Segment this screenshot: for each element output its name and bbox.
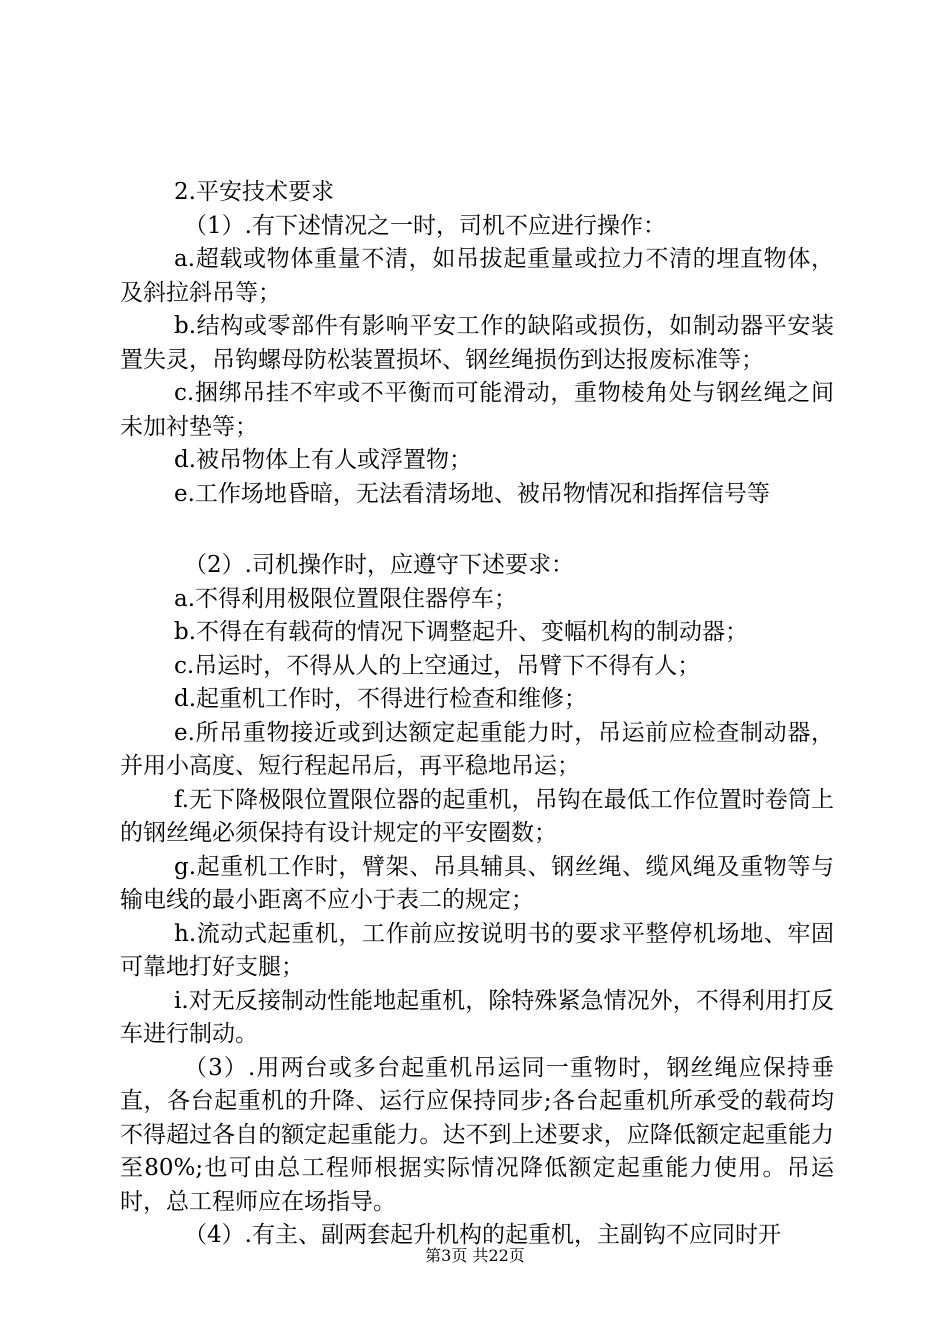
part2-item-f: f.无下降极限位置限位器的起重机，吊钩在最低工作位置时卷筒上的钢丝绳必须保持有设计规定的平安圈数； [120, 786, 834, 846]
part2-item-e: e.所吊重物接近或到达额定起重能力时，吊运前应检查制动器，并用小高度、短行程起吊后，再平稳地吊运； [120, 719, 834, 779]
part2-item-c: c.吊运时，不得从人的上空通过，吊臂下不得有人； [174, 652, 701, 679]
paragraph-gap [120, 511, 834, 549]
part2-item-i: i.对无反接制动性能地起重机，除特殊紧急情况外，不得利用打反车进行制动。 [120, 987, 834, 1047]
document-body [120, 176, 834, 1253]
part2-item-g: g.起重机工作时，臂架、吊具辅具、钢丝绳、缆风绳及重物等与输电线的最小距离不应小于表二的规定； [120, 853, 834, 913]
part4-paragraph: （4）.有主、副两套起升机构的起重机，主副钩不应同时开 [184, 1222, 781, 1248]
part1-item-e: e.工作场地昏暗，无法看清场地、被吊物情况和指挥信号等 [174, 480, 770, 507]
part2-item-a: a.不得利用极限位置限住器停车； [174, 585, 518, 612]
part2-item-h: h.流动式起重机，工作前应按说明书的要求平整停机场地、牢固可靠地打好支腿； [120, 920, 834, 980]
part1-item-b: b.结构或零部件有影响平安工作的缺陷或损伤，如制动器平安装置失灵，吊钩螺母防松装置损坏、钢丝绳损伤到达报废标准等； [120, 313, 834, 373]
part2-heading: （2）.司机操作时，应遵守下述要求： [184, 552, 574, 578]
section-title: 2.平安技术要求 [174, 179, 334, 205]
part2-item-b: b.不得在有载荷的情况下调整起升、变幅机构的制动器； [174, 619, 749, 645]
part2-item-d: d.起重机工作时，不得进行检查和维修； [174, 686, 588, 712]
page-footer: 第3页 共22页 [425, 1246, 525, 1265]
part1-item-c: c.捆绑吊挂不牢或不平衡而可能滑动，重物棱角处与钢丝绳之间未加衬垫等； [120, 380, 834, 440]
part1-heading: （1）.有下述情况之一时，司机不应进行操作： [184, 212, 666, 239]
part1-item-a: a.超载或物体重量不清，如吊拔起重量或拉力不清的埋直物体，及斜拉斜吊等； [120, 246, 834, 306]
part1-item-d: d.被吊物体上有人或浮置物； [174, 447, 473, 473]
part3-paragraph: （3）.用两台或多台起重机吊运同一重物时，钢丝绳应保持垂直，各台起重机的升降、运行应保持同步;各台起重机所承受的载荷均不得超过各自的额定起重能力。达不到上述要求，应降低额定起重能力至80%;也可由总工程师根据实际情况降低额定起重能力使用。吊运时，总工程师应在场指导。 [120, 1054, 834, 1215]
